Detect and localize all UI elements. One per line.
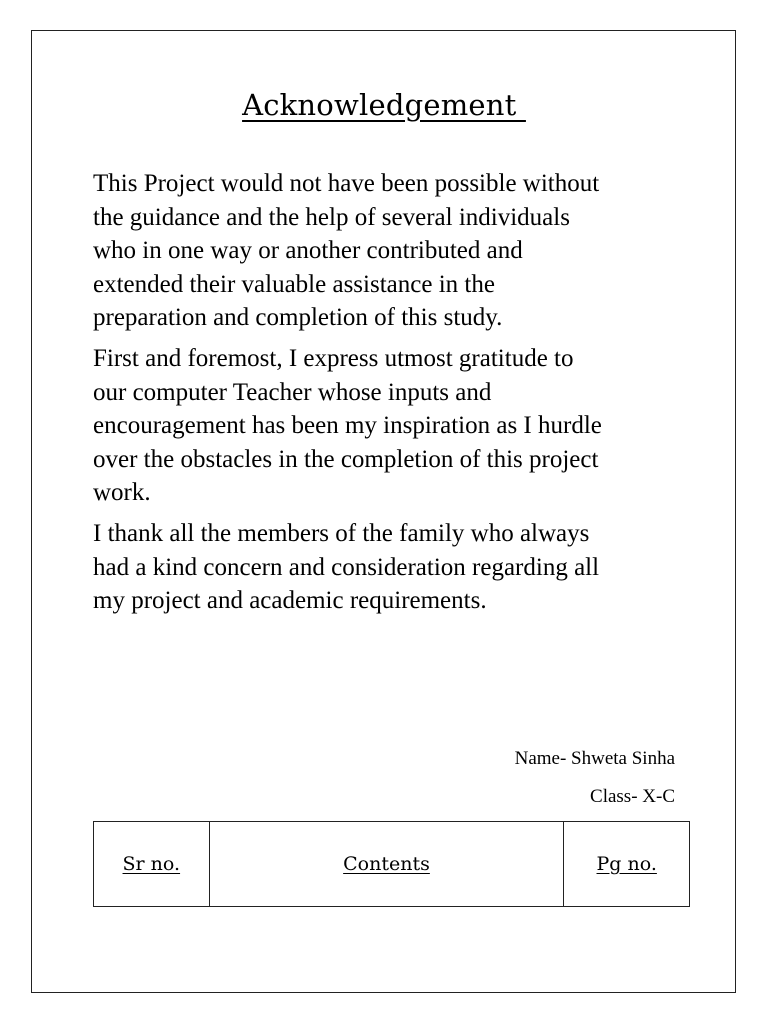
header-sr-no: [94, 822, 210, 907]
paragraph-intro: This Project would not have been possible without the guidance and the help of several individuals who in one way or another contributed and extended their valuable assistance in the preparation and completion of this study.: [93, 170, 600, 331]
paragraph-family-thanks: I thank all the members of the family who always had a kind concern and consideration regarding all my project and academic requirements.: [93, 520, 600, 614]
header-contents-label: Contents: [343, 853, 430, 875]
header-sr-no-label: Sr no.: [122, 853, 181, 875]
signature-class: Class- X-C: [590, 786, 675, 807]
header-contents: [209, 822, 564, 907]
contents-table: [93, 821, 690, 907]
page-title: Acknowledgement: [242, 88, 526, 122]
signature-name: Name- Shweta Sinha: [514, 748, 675, 769]
paragraph-teacher-gratitude: First and foremost, I express utmost gratitude to our computer Teacher whose inputs and encouragement has been my inspiration as I hurdle over the obstacles in the completion of this project work.: [93, 345, 602, 506]
header-pg-no: [564, 822, 690, 907]
header-pg-no-label: Pg no.: [596, 853, 657, 875]
table-header-row: [94, 822, 690, 907]
